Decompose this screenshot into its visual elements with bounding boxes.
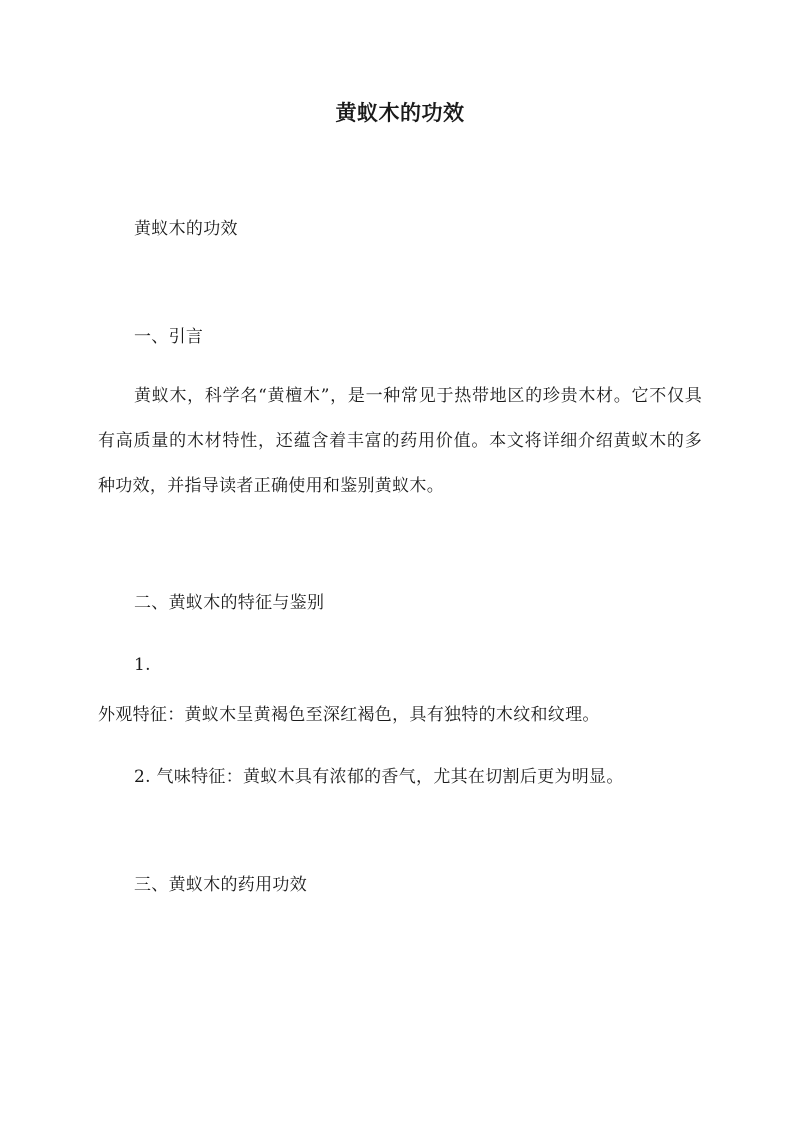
section1-paragraph: 黄蚁木，科学名“黄檀木”，是一种常见于热带地区的珍贵木材。它不仅具有高质量的木材特性，还蕴含着丰富的药用价值。本文将详细介绍黄蚁木的多种功效，并指导读者正确使用和鉴别黄蚁木。 xyxy=(98,386,702,496)
section2-item1-text: 外观特征：黄蚁木呈黄褐色至深红褐色，具有独特的木纹和纹理。 xyxy=(98,705,600,725)
section2-heading: 二、黄蚁木的特征与鉴别 xyxy=(134,593,325,613)
document-subtitle: 黄蚁木的功效 xyxy=(134,219,238,239)
document-title: 黄蚁木的功效 xyxy=(335,100,465,125)
section1-heading: 一、引言 xyxy=(134,327,204,347)
section3-heading: 三、黄蚁木的药用功效 xyxy=(134,875,307,895)
section2-item1-number: 1. xyxy=(134,655,151,675)
section2-item2-text: 2. 气味特征：黄蚁木具有浓郁的香气，尤其在切割后更为明显。 xyxy=(134,767,624,787)
